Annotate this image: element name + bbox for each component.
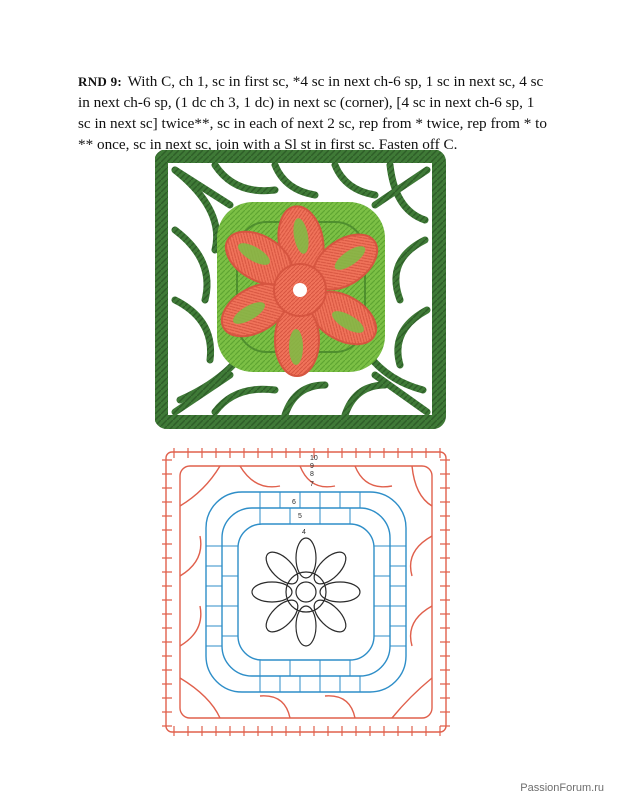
round-number-label: 8 — [310, 471, 314, 478]
round-number-label: 10 — [310, 455, 318, 462]
watermark-text: PassionForum.ru — [520, 782, 604, 794]
crochet-chart-diagram — [160, 446, 452, 738]
round-number-label: 4 — [302, 529, 306, 536]
instructions-text: With C, ch 1, sc in first sc, *4 sc in next ch-6 sp, 1 sc in next sc, 4 sc in next ch-6 sp, (1 dc ch 3, 1 dc) in next sc (corner), [4 sc in next ch-6 sp, 1 sc in next sc] twice**, sc in each of next 2 sc, rep from * twice, rep from * to ** once, sc in next sc, join with a Sl st in first sc. Fasten off C. — [78, 73, 547, 154]
crochet-square-photo — [155, 150, 447, 430]
round-number-label: 9 — [310, 463, 314, 470]
round-number-label: 5 — [298, 513, 302, 520]
round-label: RND 9: — [78, 74, 123, 90]
round-number-label: 6 — [292, 499, 296, 506]
round-number-label: 7 — [310, 481, 314, 488]
instructions-paragraph — [78, 71, 548, 155]
